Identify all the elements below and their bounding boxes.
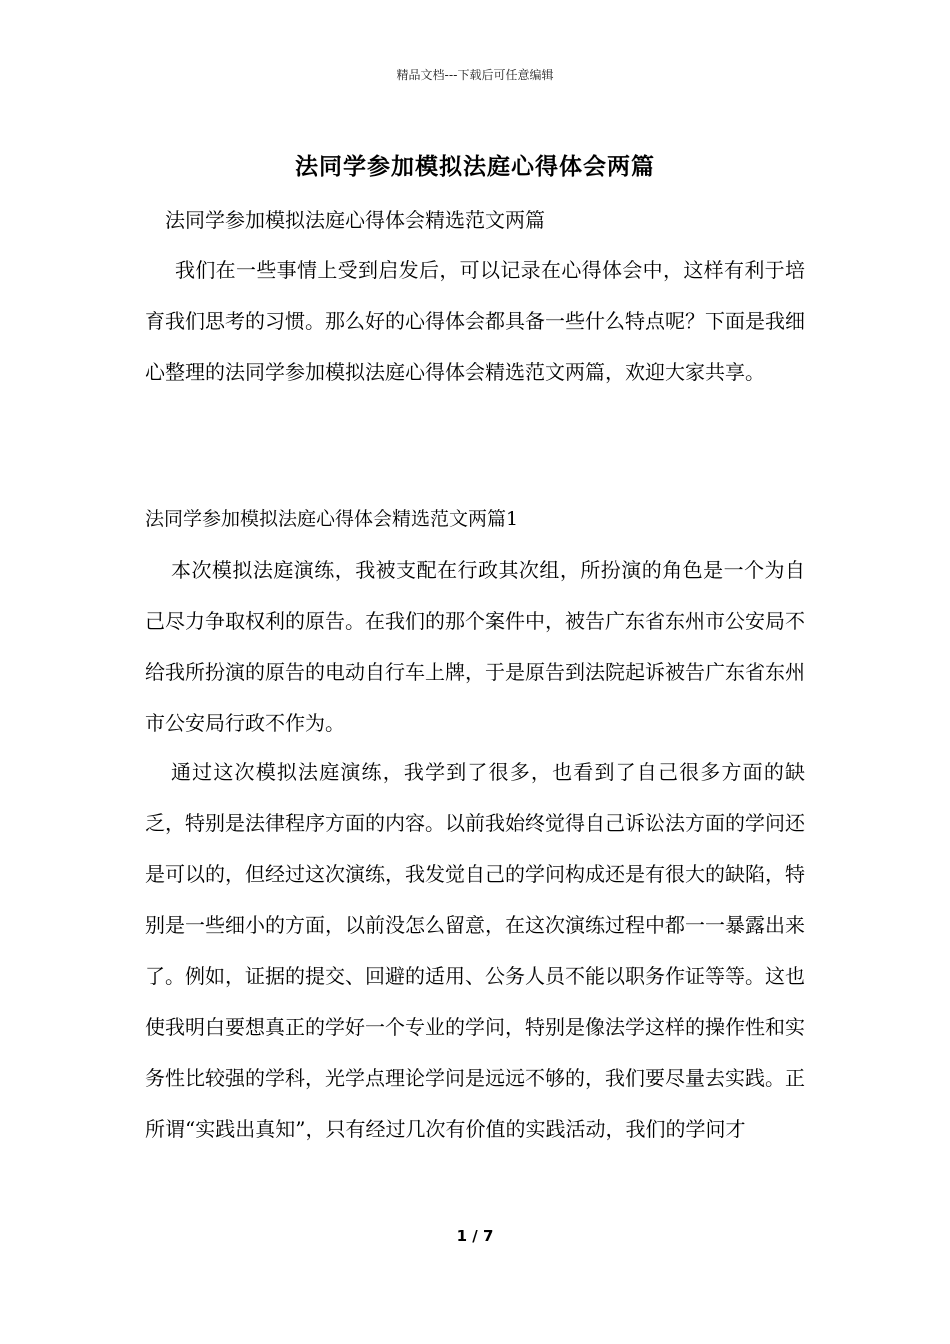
- intro-paragraph: 我们在一些事情上受到启发后，可以记录在心得体会中，这样有利于培育我们思考的习惯。那么好的心得体会都具备一些什么特点呢？下面是我细心整理的法同学参加模拟法庭心得体会精选范文两篇，欢迎大家共享。: [145, 258, 805, 384]
- page-number: 1 / 7: [456, 1227, 494, 1245]
- document-subtitle: 法同学参加模拟法庭心得体会精选范文两篇: [165, 208, 545, 232]
- section-heading: 法同学参加模拟法庭心得体会精选范文两篇1: [145, 508, 519, 530]
- document-title: 法同学参加模拟法庭心得体会两篇: [295, 153, 655, 180]
- header-note: 精品文档---下载后可任意编辑: [396, 68, 554, 82]
- body-paragraph-1: 本次模拟法庭演练，我被支配在行政其次组，所扮演的角色是一个为自己尽力争取权利的原告。在我们的那个案件中，被告广东省东州市公安局不给我所扮演的原告的电动自行车上牌，于是原告到法院起诉被告广东省东州市公安局行政不作为。: [145, 558, 805, 735]
- body-paragraph-2: 通过这次模拟法庭演练，我学到了很多，也看到了自己很多方面的缺乏，特别是法律程序方面的内容。以前我始终觉得自己诉讼法方面的学问还是可以的，但经过这次演练，我发觉自己的学问构成还是有很大的缺陷，特别是一些细小的方面，以前没怎么留意，在这次演练过程中都一一暴露出来了。例如，证据的提交、回避的适用、公务人员不能以职务作证等等。这也使我明白要想真正的学好一个专业的学问，特别是像法学这样的操作性和实务性比较强的学科，光学点理论学问是远远不够的，我们要尽量去实践。正所谓“实践出真知”，只有经过几次有价值的实践活动，我们的学问才: [145, 760, 805, 1141]
